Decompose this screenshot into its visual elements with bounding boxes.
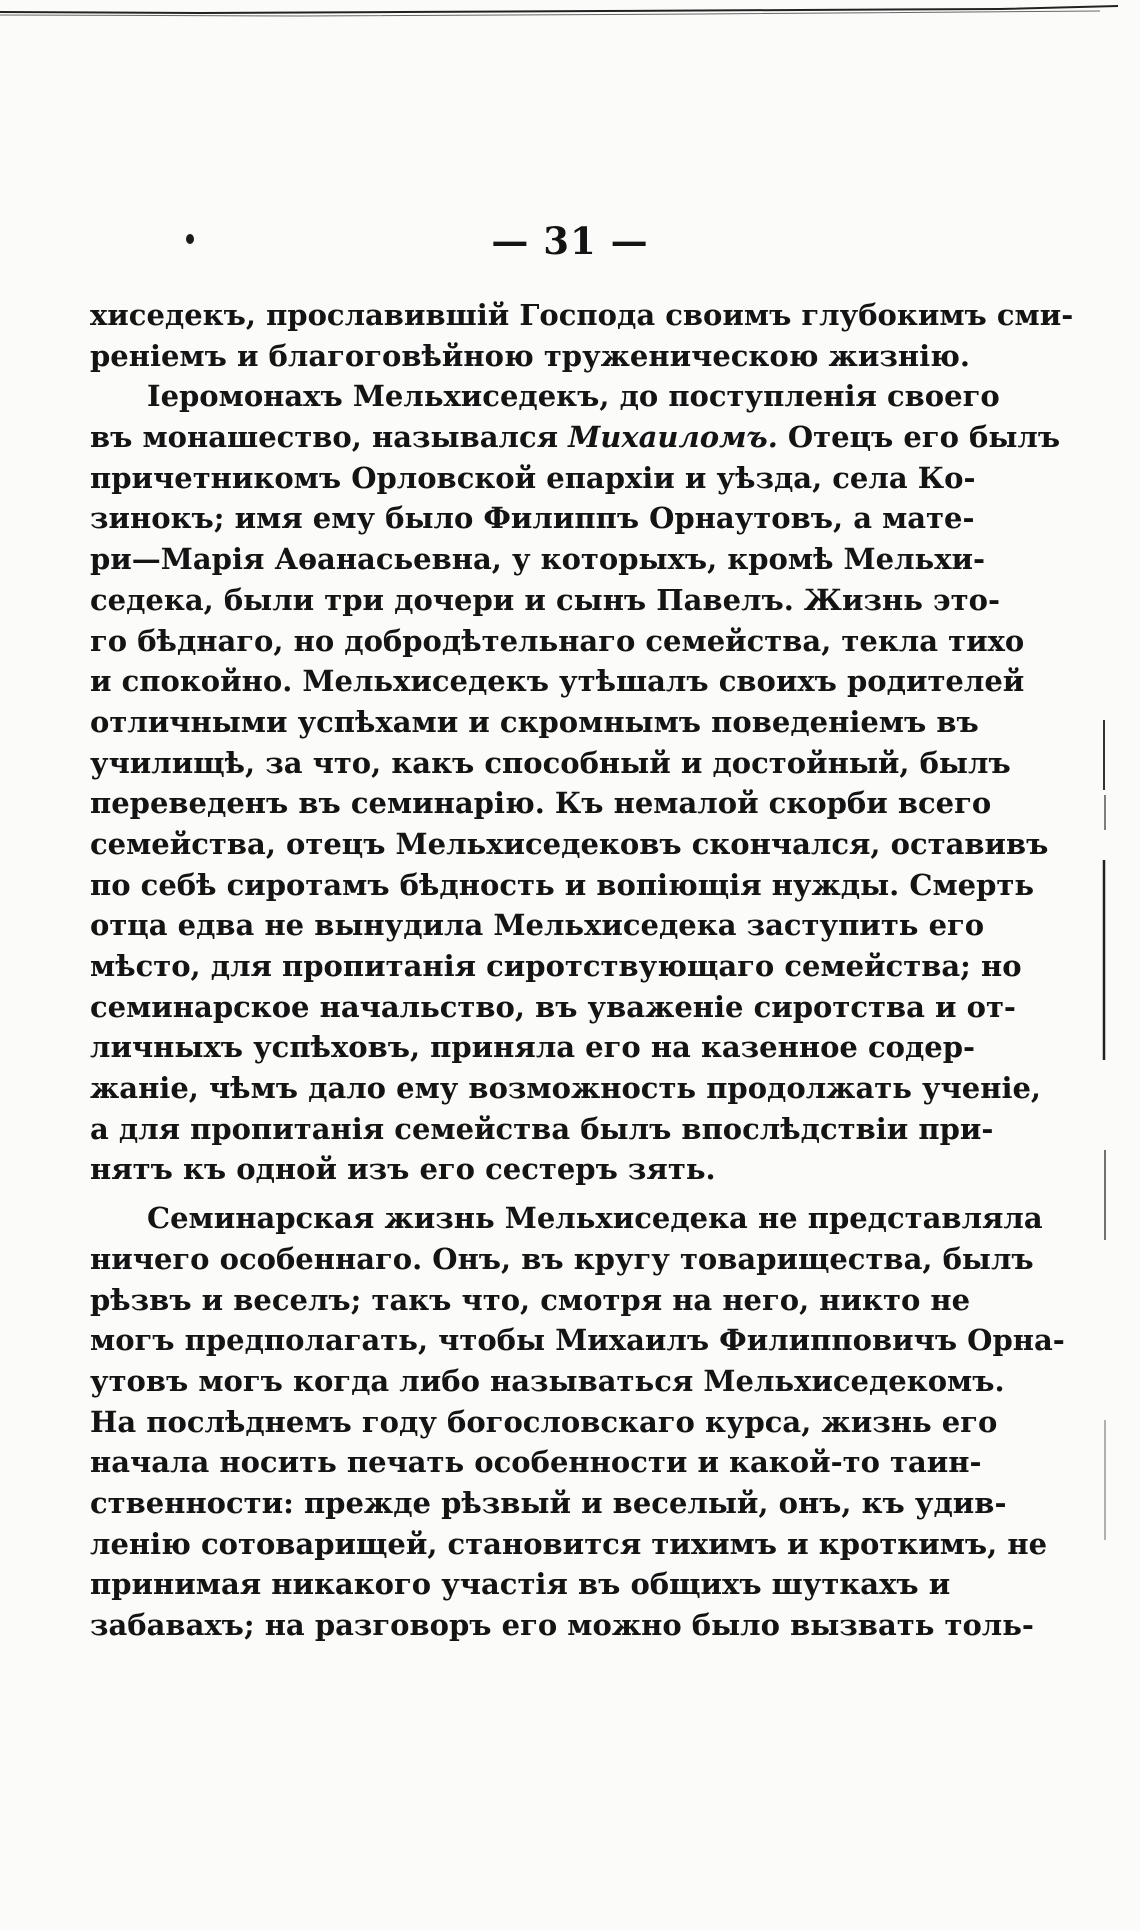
text-fragment: въ монашество, назывался [90,420,569,455]
text-line: На послѣднемъ году богословскаго курса, жизнь его [90,1404,998,1439]
text-line: ничего особеннаго. Онъ, въ кругу товарищества, былъ [90,1241,1034,1276]
text-line: причетникомъ Орловской епархіи и уѣзда, села Ко- [90,460,976,495]
text-line: жаніе, чѣмъ дало ему возможность продолжать ученіе, [90,1071,1042,1106]
text-line: го бѣднаго, но добродѣтельнаго семейства, текла тихо [90,623,1025,658]
text-line: и спокойно. Мельхиседекъ утѣшалъ своихъ родителей [90,664,1025,699]
text-line: а для пропитанія семейства былъ впослѣдствіи при- [90,1111,994,1146]
text-line: реніемъ и благоговѣйною труженическою жизнію. [90,338,970,373]
text-line: Іеромонахъ Мельхиседекъ, до поступленія своего [147,379,1000,414]
text-line: рѣзвъ и веселъ; такъ что, смотря на него, никто не [90,1282,971,1317]
text-line: утовъ могъ когда либо называться Мельхиседекомъ. [90,1363,1005,1398]
text-line: седека, были три дочери и сынъ Павелъ. Жизнь это- [90,582,1001,617]
text-line: зинокъ; имя ему было Филиппъ Орнаутовъ, а мате- [90,501,975,536]
text-line: Семинарская жизнь Мельхиседека не представляла [147,1201,1043,1236]
text-line: нятъ къ одной изъ его сестеръ зять. [90,1152,716,1187]
text-line: забавахъ; на разговоръ его можно было вызвать толь- [90,1608,1034,1642]
text-line: семинарское начальство, въ уваженіе сиротства и от- [90,989,1016,1024]
body-text [90,295,1074,1646]
italic-name: Михаиломъ. [568,420,778,455]
text-line: ственности: прежде рѣзвый и веселый, онъ, къ удив- [90,1485,1007,1520]
text-line: по себѣ сиротамъ бѣдность и вопіющія нужды. Смерть [90,867,1035,902]
text-line: ленію сотоварищей, становится тихимъ и кроткимъ, не [90,1526,1048,1561]
scan-side-artifacts [1100,720,1140,1931]
text-line: переведенъ въ семинарію. Къ немалой скорби всего [90,786,992,821]
text-line: мѣсто, для пропитанія сиротствующаго семейства; но [90,949,1022,983]
text-line: принимая никакого участія въ общихъ шуткахъ и [90,1567,951,1602]
text-line: училищѣ, за что, какъ способный и достойный, былъ [90,745,1011,780]
scan-top-edge [0,0,1120,22]
text-line: отличными успѣхами и скромнымъ поведеніемъ въ [90,704,979,739]
text-fragment: Отецъ его былъ [777,420,1061,455]
text-line: начала носить печать особенности и какой-то таин- [90,1445,982,1480]
text-line: ри—Марія Аѳанасьевна, у которыхъ, кромѣ Мельхи- [90,542,986,577]
text-line: семейства, отецъ Мельхиседековъ скончался, оставивъ [90,826,1049,861]
page-number: — 31 — [491,219,649,263]
text-line: могъ предполагать, чтобы Михаилъ Филипповичъ Орна- [90,1323,1065,1358]
text-line: личныхъ успѣховъ, приняла его на казенное содер- [90,1030,976,1065]
text-line: хиседекъ, прославившій Господа своимъ глубокимъ сми- [90,298,1074,332]
text-line-with-italic [90,417,1061,458]
text-line: отца едва не вынудила Мельхиседека заступить его [90,908,985,943]
